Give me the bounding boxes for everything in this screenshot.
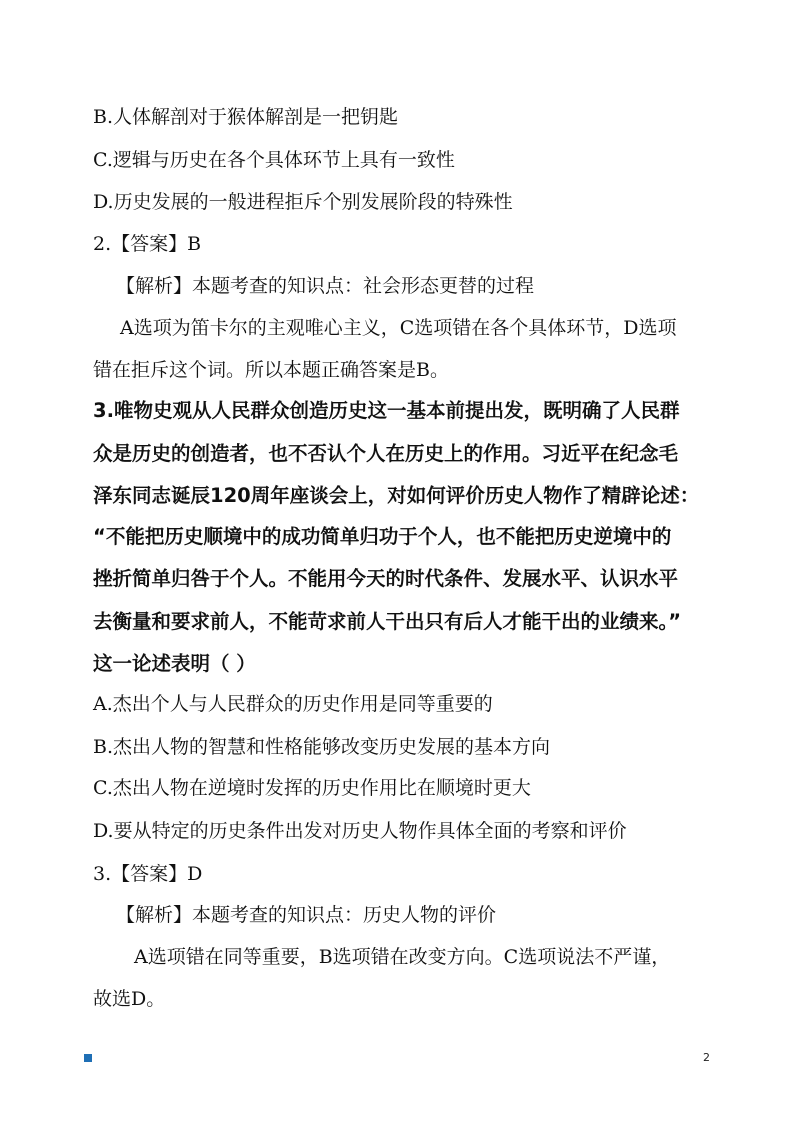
page-number: 2 xyxy=(703,1051,710,1064)
q3-stem-line: 挫折简单归咎于个人。不能用今天的时代条件、发展水平、认识水平 xyxy=(93,567,679,590)
q3-explanation-line1: A选项错在同等重要，B选项错在改变方向。C选项说法不严谨， xyxy=(134,946,671,968)
q2-option-c: C.逻辑与历史在各个具体环节上具有一致性 xyxy=(93,149,455,171)
q3-option-c: C.杰出人物在逆境时发挥的历史作用比在顺境时更大 xyxy=(93,777,531,799)
q3-option-a: A.杰出个人与人民群众的历史作用是同等重要的 xyxy=(93,693,493,715)
q3-stem-line: 去衡量和要求前人，不能苛求前人干出只有后人才能干出的业绩来。” xyxy=(93,610,682,633)
q2-analysis: 【解析】本题考查的知识点：社会形态更替的过程 xyxy=(116,275,535,297)
footer-square-marker xyxy=(84,1054,92,1062)
q3-stem-line: 3.唯物史观从人民群众创造历史这一基本前提出发，既明确了人民群 xyxy=(93,399,680,422)
q3-explanation-line2: 故选D。 xyxy=(93,988,166,1010)
q2-option-d: D.历史发展的一般进程拒斥个别发展阶段的特殊性 xyxy=(93,191,513,213)
q3-stem-line: “不能把历史顺境中的成功简单归功于个人，也不能把历史逆境中的 xyxy=(93,525,672,548)
q2-answer: 2.【答案】B xyxy=(93,233,202,255)
q3-stem-line: 泽东同志诞辰120周年座谈会上，对如何评价历史人物作了精辟论述： xyxy=(93,484,700,507)
q2-option-b: B.人体解剖对于猴体解剖是一把钥匙 xyxy=(93,106,399,128)
q3-answer: 3.【答案】D xyxy=(93,863,203,885)
q2-explanation-line1: A选项为笛卡尔的主观唯心主义，C选项错在各个具体环节，D选项 xyxy=(120,317,677,339)
q3-stem-line: 众是历史的创造者，也不否认个人在历史上的作用。习近平在纪念毛 xyxy=(93,442,679,465)
q3-option-b: B.杰出人物的智慧和性格能够改变历史发展的基本方向 xyxy=(93,736,551,758)
q3-stem-line: 这一论述表明（ ） xyxy=(93,652,256,675)
q3-analysis: 【解析】本题考查的知识点：历史人物的评价 xyxy=(116,904,497,926)
q2-explanation-line2: 错在拒斥这个词。所以本题正确答案是B。 xyxy=(93,359,449,381)
q3-option-d: D.要从特定的历史条件出发对历史人物作具体全面的考察和评价 xyxy=(93,820,627,842)
